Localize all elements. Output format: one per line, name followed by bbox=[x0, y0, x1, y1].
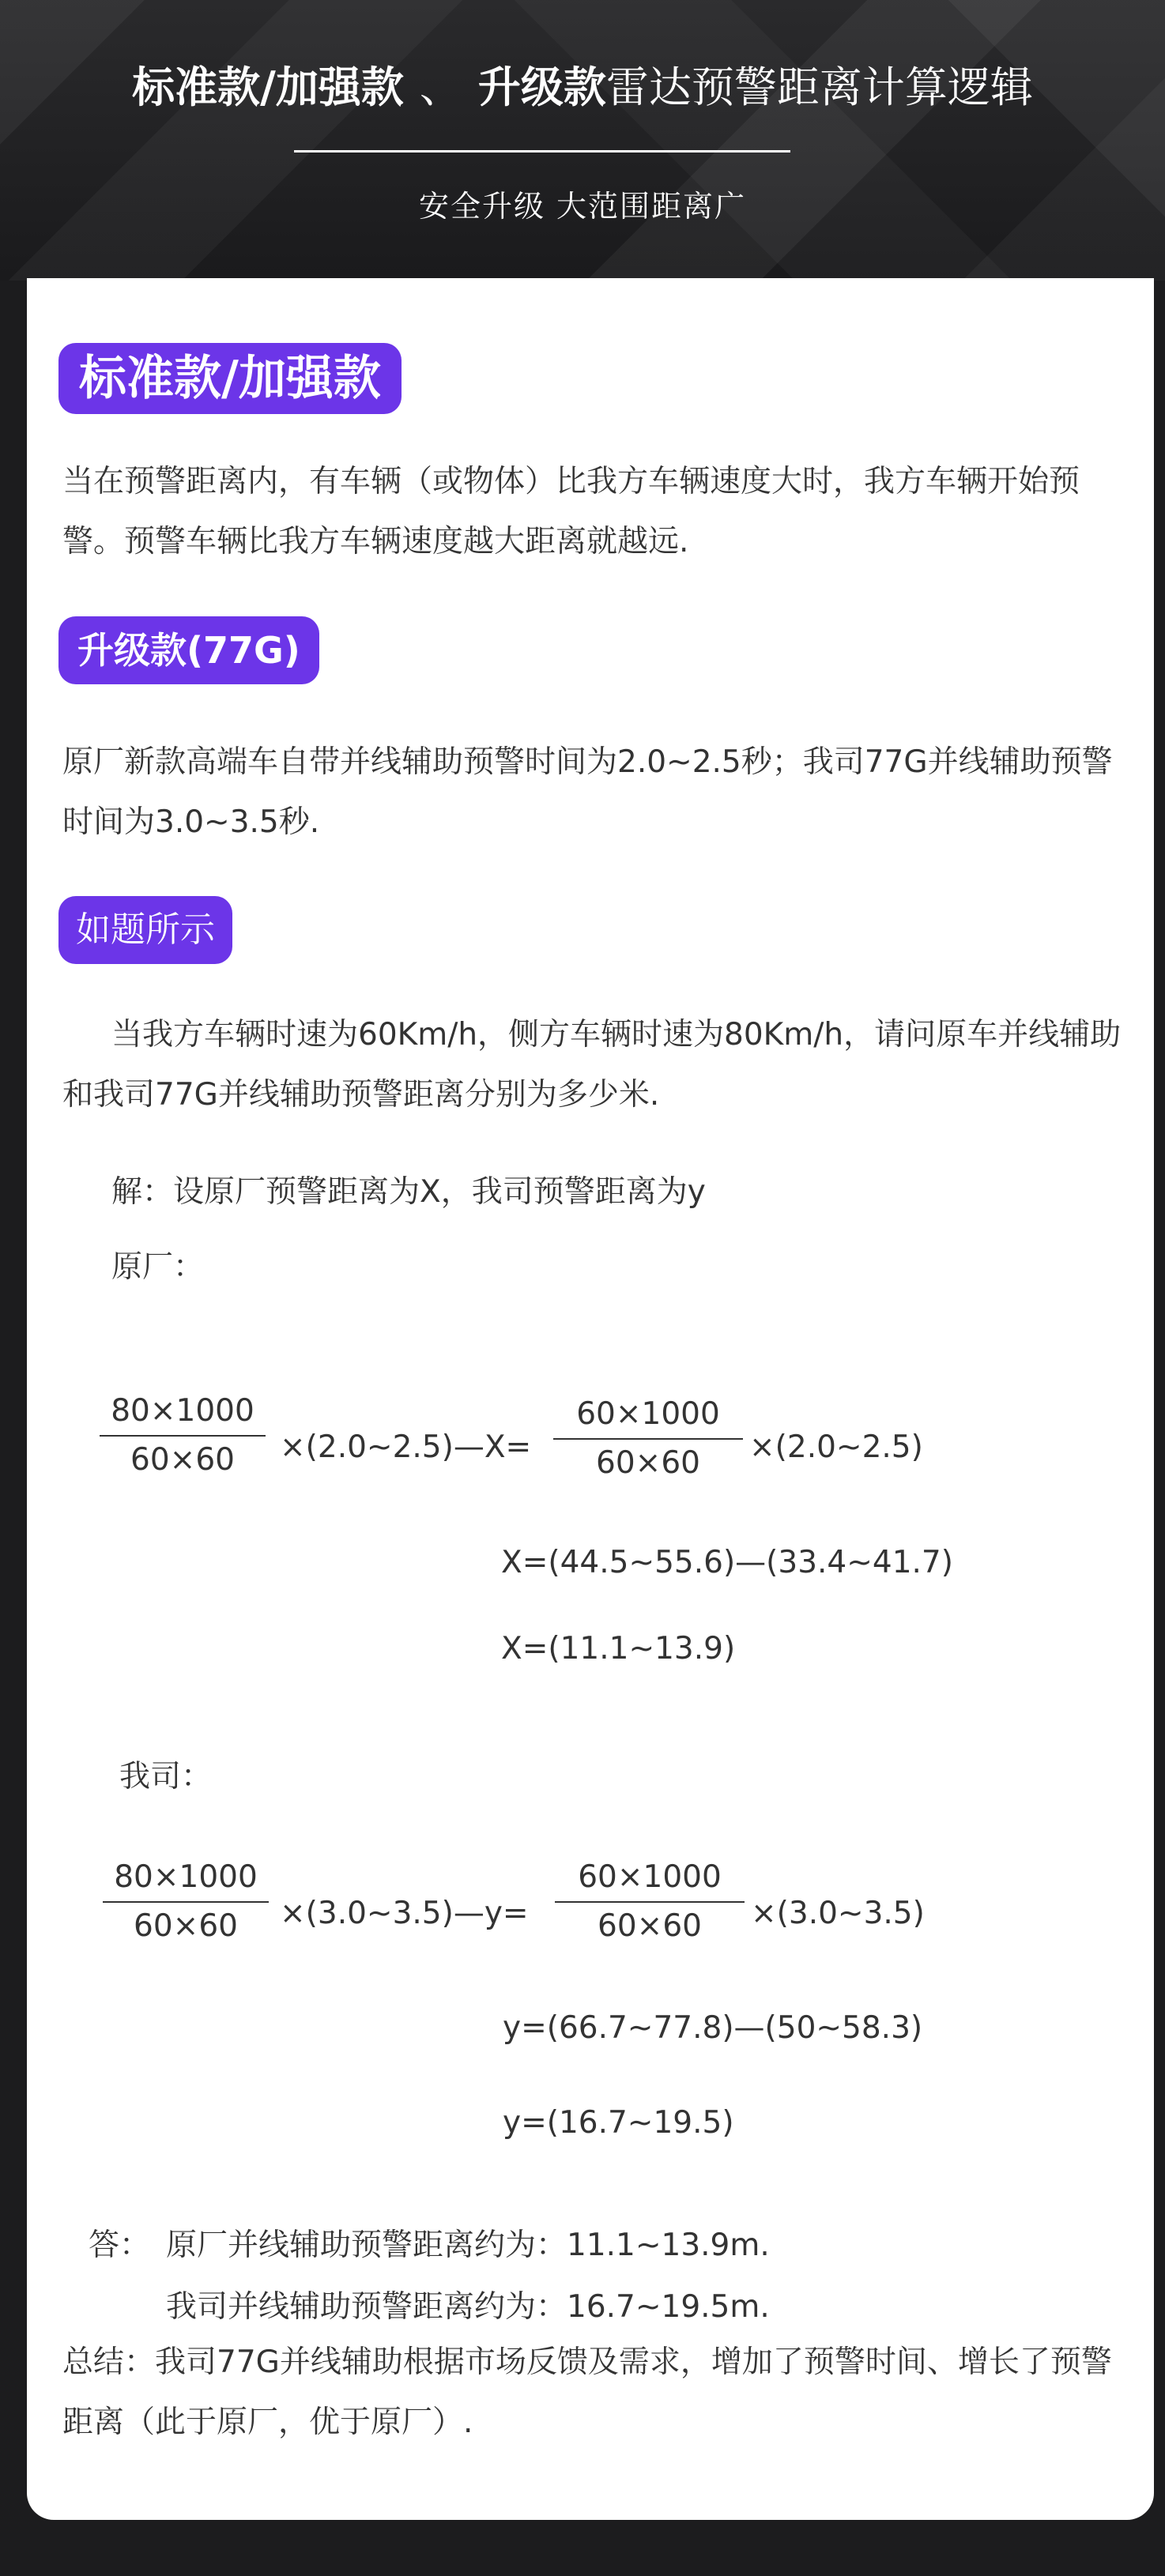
oem-label: 原厂： bbox=[111, 1249, 205, 1285]
oem-fraction-2 bbox=[553, 1394, 743, 1484]
oem-fraction-1 bbox=[100, 1391, 266, 1481]
fraction-numerator: 80×1000 bbox=[114, 1859, 258, 1895]
oem-step-3: X=(11.1~13.9) bbox=[501, 1631, 736, 1666]
ours-step-2: y=(66.7~77.8)—(50~58.3) bbox=[503, 2010, 923, 2046]
fraction-bar bbox=[553, 1438, 743, 1440]
title-topic: 雷达预警距离计算逻辑 bbox=[605, 62, 1033, 112]
answer-ours: 我司并线辅助预警距离约为：16.7~19.5m. bbox=[166, 2289, 770, 2325]
upgrade-description: 原厂新款高端车自带并线辅助预警时间为2.0~2.5秒；我司77G并线辅助预警时间为3.0~3.5秒. bbox=[62, 744, 1113, 840]
fraction-denominator: 60×60 bbox=[134, 1908, 238, 1944]
title-separator: 、 bbox=[419, 62, 462, 112]
fraction-numerator: 80×1000 bbox=[111, 1393, 254, 1429]
page-title bbox=[0, 54, 1165, 115]
oem-equation-middle: ×(2.0~2.5)—X= bbox=[280, 1429, 532, 1465]
ours-equation-tail: ×(3.0~3.5) bbox=[751, 1896, 925, 1931]
ours-fraction-2 bbox=[555, 1857, 745, 1947]
ours-label: 我司： bbox=[119, 1759, 213, 1795]
title-standard-models: 标准款/加强款 bbox=[132, 62, 404, 112]
title-upgrade-model: 升级款 bbox=[477, 62, 606, 112]
title-divider bbox=[294, 150, 790, 153]
fraction-denominator: 60×60 bbox=[596, 1445, 700, 1481]
fraction-numerator: 60×1000 bbox=[576, 1396, 720, 1432]
fraction-bar bbox=[100, 1435, 266, 1437]
example-problem: 当我方车辆时速为60Km/h，侧方车辆时速为80Km/h，请问原车并线辅助和我司77G并线辅助预警距离分别为多少米. bbox=[62, 1017, 1122, 1113]
fraction-numerator: 60×1000 bbox=[578, 1859, 722, 1895]
answer-label: 答： bbox=[89, 2228, 151, 2263]
heading-example: 如题所示 bbox=[58, 896, 232, 964]
summary: 总结：我司77G并线辅助根据市场反馈及需求，增加了预警时间、增长了预警距离（此于原厂，优于原厂）. bbox=[62, 2344, 1112, 2440]
fraction-denominator: 60×60 bbox=[130, 1442, 235, 1478]
page-header bbox=[0, 0, 1165, 281]
page-subtitle: 安全升级 大范围距离广 bbox=[418, 189, 747, 224]
oem-step-2: X=(44.5~55.6)—(33.4~41.7) bbox=[501, 1545, 953, 1580]
fraction-bar bbox=[555, 1901, 745, 1903]
solution-intro: 解：设原厂预警距离为X，我司预警距离为y bbox=[111, 1174, 706, 1210]
answer-oem: 原厂并线辅助预警距离约为：11.1~13.9m. bbox=[166, 2228, 770, 2263]
oem-equation-tail: ×(2.0~2.5) bbox=[749, 1429, 923, 1465]
content-card bbox=[27, 278, 1154, 2520]
ours-equation-middle: ×(3.0~3.5)—y= bbox=[280, 1896, 529, 1931]
heading-upgrade: 升级款(77G) bbox=[58, 616, 319, 684]
ours-step-3: y=(16.7~19.5) bbox=[503, 2105, 734, 2141]
fraction-denominator: 60×60 bbox=[598, 1908, 702, 1944]
standard-description: 当在预警距离内，有车辆（或物体）比我方车辆速度大时，我方车辆开始预警。预警车辆比我方车辆速度越大距离就越远. bbox=[62, 464, 1080, 559]
ours-fraction-1 bbox=[103, 1857, 269, 1947]
heading-standard: 标准款/加强款 bbox=[58, 343, 402, 414]
fraction-bar bbox=[103, 1901, 269, 1903]
